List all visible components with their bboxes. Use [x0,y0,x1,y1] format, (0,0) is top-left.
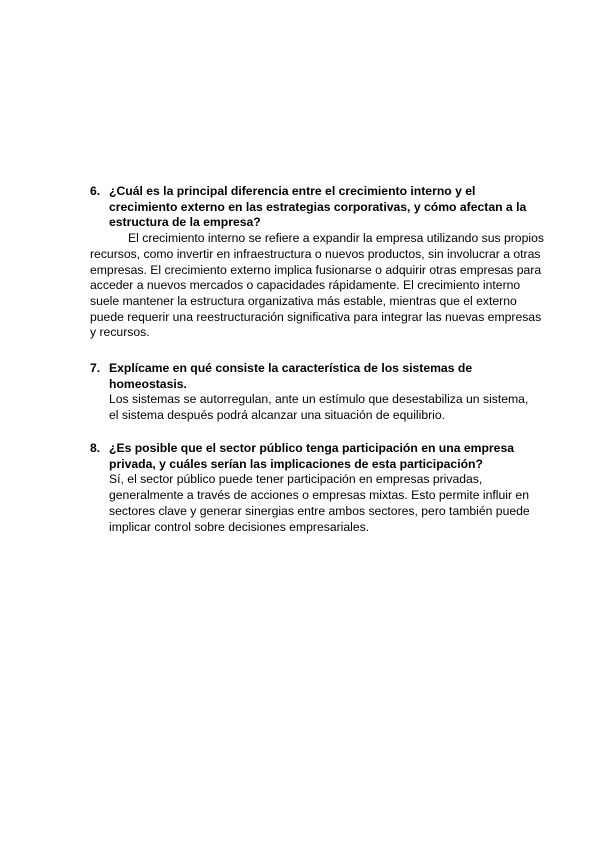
question-line: privada, y cuáles serían las implicaciones de esta participación? [109,456,483,471]
answer-line: Los sistemas se autorregulan, ante un estímulo que desestabiliza un sistema, [109,392,529,407]
answer-line: y recursos. [90,325,150,340]
answer-line: acceder a nuevos mercados o capacidades rápidamente. El crecimiento interno [90,278,521,293]
question-number: 7. [90,361,101,375]
question-text [109,361,530,392]
question-row [90,184,530,231]
answer-line: empresas. El crecimiento externo implica fusionarse o adquirir otras empresas para [90,262,542,277]
question-line: ¿Cuál es la principal diferencia entre el crecimiento interno y el [109,184,476,198]
answer-text [90,231,544,341]
question-number: 8. [90,441,101,455]
answer-text [109,472,530,535]
question-item-6 [90,184,544,341]
answer-line: sectores clave y generar sinergias entre ambos sectores, pero también puede [109,503,530,518]
answer-line: el sistema después podrá alcanzar una situación de equilibrio. [109,408,446,423]
question-text [109,184,530,231]
question-row [90,361,530,392]
question-line: Explícame en qué consiste la característica de los sistemas de [109,361,473,375]
question-line: estructura de la empresa? [109,215,261,230]
question-text [109,441,530,472]
answer-line: generalmente a través de acciones o empresas mixtas. Esto permite influir en [109,488,529,503]
question-line: ¿Es posible que el sector público tenga participación en una empresa [109,441,514,455]
answer-text [109,392,530,423]
question-line: homeostasis. [109,376,187,391]
answer-line: suele mantener la estructura organizativa más estable, mientras que el externo [90,293,517,308]
question-item-8 [90,441,530,535]
answer-line: recursos, como invertir en infraestructura o nuevos productos, sin involucrar a otras [90,246,541,261]
question-row [90,441,530,472]
answer-line: El crecimiento interno se refiere a expandir la empresa utilizando sus propios [128,231,544,246]
answer-line: implicar control sobre decisiones empresariales. [109,519,370,534]
answer-line: puede requerir una reestructuración significativa para integrar las nuevas empresas [90,309,542,324]
question-item-7 [90,361,530,424]
answer-line: Sí, el sector público puede tener participación en empresas privadas, [109,472,483,487]
question-number: 6. [90,184,101,198]
question-line: crecimiento externo en las estrategias corporativas, y cómo afectan a la [109,199,527,214]
